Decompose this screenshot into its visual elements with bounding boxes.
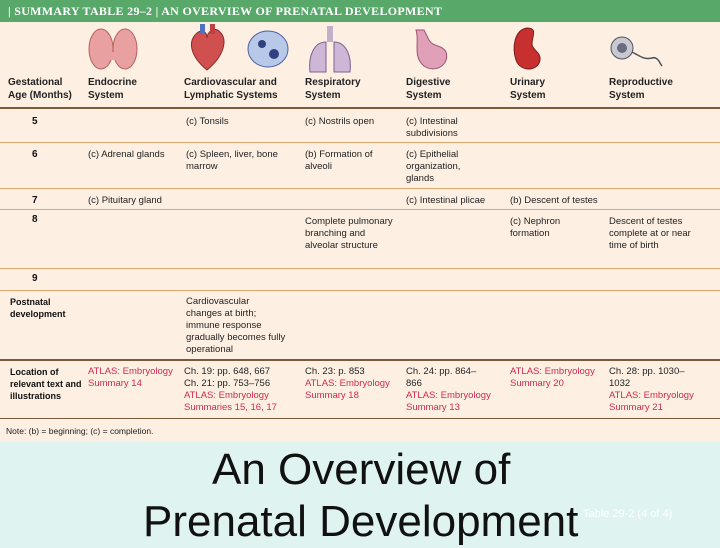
cell-5-respiratory: (c) Nostrils open xyxy=(305,116,375,127)
cell-6-cardio: (c) Spleen, liver, bone marrow xyxy=(186,149,278,172)
row-label-9: 9 xyxy=(32,273,38,284)
slide-title-line2: Prenatal Development xyxy=(143,497,579,546)
header-endocrine: Endocrine System xyxy=(88,77,137,101)
cell-location-respiratory-atlas[interactable]: ATLAS: Embryology Summary 18 xyxy=(305,378,390,401)
cell-5-cardio: (c) Tonsils xyxy=(186,116,229,127)
header-gestational-age: Gestational Age (Months) xyxy=(8,77,72,101)
slide-title-line1: An Overview of xyxy=(212,445,511,494)
header-urinary: Urinary System xyxy=(510,77,546,101)
stomach-icon xyxy=(406,26,452,74)
cell-7-digestive: (c) Intestinal plicae xyxy=(406,195,486,206)
cell-5-digestive: (c) Intestinal subdivisions xyxy=(406,116,458,139)
table-header-bar xyxy=(0,0,720,22)
cell-location-digestive-chapter: Ch. 24: pp. 864–866 xyxy=(406,366,477,389)
cell-6-digestive: (c) Epithelial organization, glands xyxy=(406,149,461,184)
row-divider xyxy=(0,359,720,361)
header-reproductive: Reproductive System xyxy=(609,77,673,101)
header-respiratory: Respiratory System xyxy=(305,77,361,101)
thyroid-icon xyxy=(86,24,140,74)
cell-7-endocrine: (c) Pituitary gland xyxy=(88,195,162,206)
cell-postnatal-cardio: Cardiovascular changes at birth; immune response gradually becomes fully operational xyxy=(186,296,286,355)
row-label-8: 8 xyxy=(32,214,38,225)
cell-location-respiratory-chapter: Ch. 23: p. 853 xyxy=(305,366,365,377)
heart-icon xyxy=(186,22,228,74)
cell-location-cardio-chapters: Ch. 19: pp. 648, 667 Ch. 21: pp. 753–756 xyxy=(184,366,271,389)
table-note: Note: (b) = beginning; (c) = completion. xyxy=(6,426,154,436)
sperm-cell-icon xyxy=(608,34,664,70)
cell-location-cardio-atlas[interactable]: ATLAS: Embryology Summaries 15, 16, 17 xyxy=(184,390,277,413)
cell-location-endocrine[interactable]: ATLAS: Embryology Summary 14 xyxy=(88,366,173,389)
lungs-icon xyxy=(304,24,356,76)
table-title: | SUMMARY TABLE 29–2 | AN OVERVIEW OF PRENATAL DEVELOPMENT xyxy=(8,4,443,18)
cell-location-reproductive-chapter: Ch. 28: pp. 1030–1032 xyxy=(609,366,685,389)
row-divider xyxy=(0,142,720,143)
cell-6-respiratory: (b) Formation of alveoli xyxy=(305,149,373,172)
table-bottom-divider xyxy=(0,418,720,419)
header-cardiovascular: Cardiovascular and Lymphatic Systems xyxy=(184,77,278,101)
cell-8-urinary: (c) Nephron formation xyxy=(510,216,561,239)
cell-6-endocrine: (c) Adrenal glands xyxy=(88,149,165,160)
row-divider xyxy=(0,209,720,210)
row-label-7: 7 xyxy=(32,195,38,206)
row-divider xyxy=(0,188,720,189)
header-divider xyxy=(0,107,720,109)
kidney-icon xyxy=(512,26,542,74)
cell-location-reproductive-atlas[interactable]: ATLAS: Embryology Summary 21 xyxy=(609,390,694,413)
header-digestive: Digestive System xyxy=(406,77,451,101)
row-divider xyxy=(0,290,720,291)
cell-location-urinary[interactable]: ATLAS: Embryology Summary 20 xyxy=(510,366,595,389)
cell-7-urinary: (b) Descent of testes xyxy=(510,195,598,206)
slide-caption: Table 29-2 (4 of 4) xyxy=(583,508,673,520)
row-label-5: 5 xyxy=(32,116,38,127)
cell-location-digestive-atlas[interactable]: ATLAS: Embryology Summary 13 xyxy=(406,390,491,413)
row-label-location: Location of relevant text and illustrations xyxy=(10,367,82,401)
row-divider xyxy=(0,268,720,269)
row-label-postnatal: Postnatal development xyxy=(10,297,66,319)
summary-table xyxy=(0,22,720,442)
row-label-6: 6 xyxy=(32,149,38,160)
cell-8-reproductive: Descent of testes complete at or near time of birth xyxy=(609,216,691,251)
cell-8-respiratory: Complete pulmonary branching and alveolar structure xyxy=(305,216,393,251)
lymph-cell-icon xyxy=(244,26,292,72)
